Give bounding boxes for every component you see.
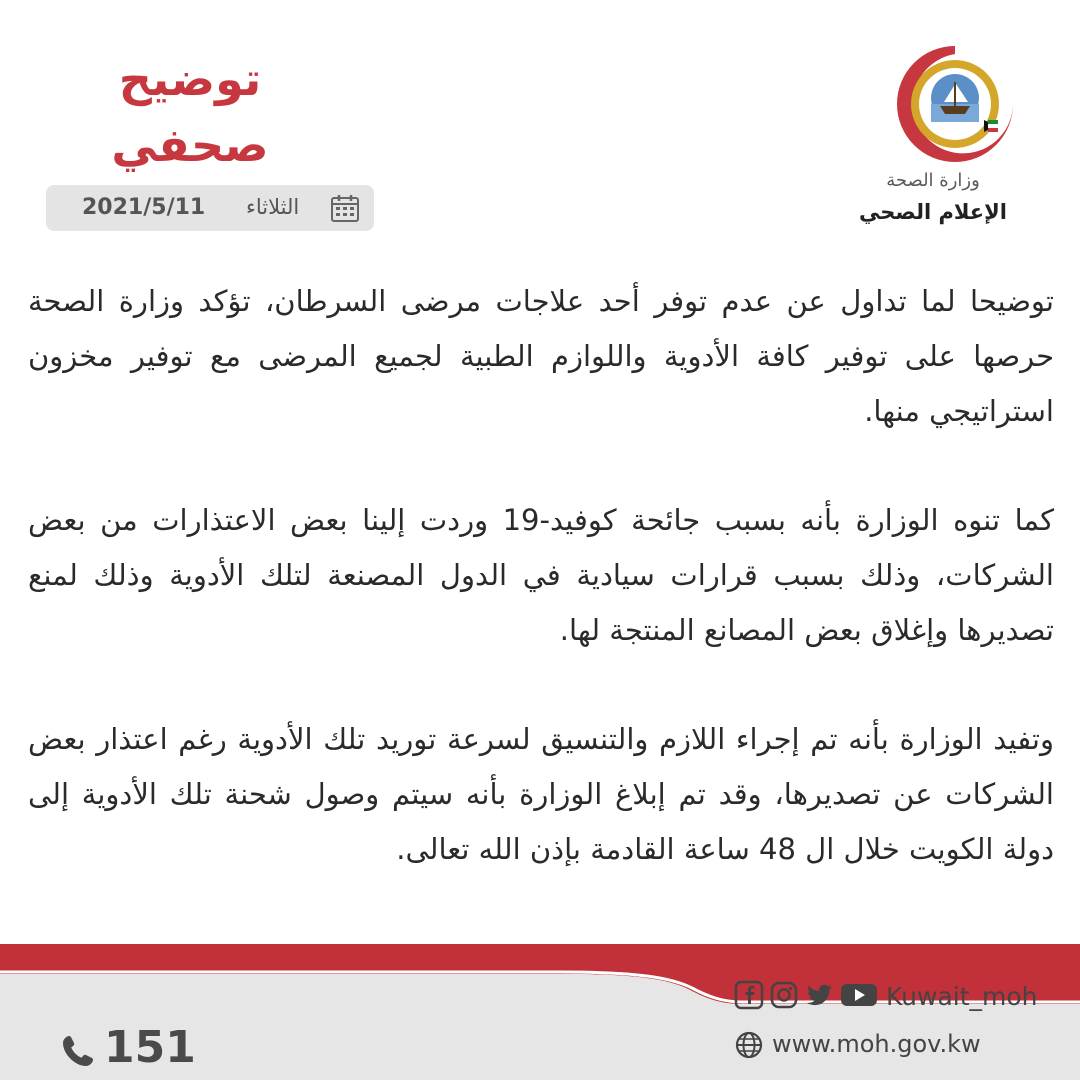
title-line-2: صحفي bbox=[111, 118, 269, 172]
instagram-icon[interactable] bbox=[769, 980, 799, 1014]
website-link[interactable]: www.moh.gov.kw bbox=[772, 1030, 981, 1058]
title-line-1: توضيح bbox=[118, 52, 262, 106]
moh-logo bbox=[880, 38, 1030, 170]
facebook-icon[interactable] bbox=[734, 980, 764, 1014]
youtube-icon[interactable] bbox=[839, 980, 879, 1014]
paragraph-1: توضيحا لما تداول عن عدم توفر أحد علاجات مرضى السرطان، تؤكد وزارة الصحة حرصها على توفير كافة الأدوية واللوازم الطبية لجميع المرضى مع توفير مخزون استراتيجي منها. bbox=[28, 284, 1054, 428]
social-handle[interactable]: Kuwait_moh bbox=[886, 982, 1038, 1011]
social-icons bbox=[734, 980, 879, 1014]
ministry-name: وزارة الصحة bbox=[886, 170, 980, 191]
paragraph-2: كما تنوه الوزارة بأنه بسبب جائحة كوفيد-19 وردت إلينا بعض الاعتذارات من بعض الشركات، وذلك بسبب قرارات سيادية في الدول المصنعة لتلك الأدوية وذلك لمنع تصديرها وإغلاق بعض المصانع المنتجة لها. bbox=[28, 503, 1054, 647]
press-release-body bbox=[28, 274, 1054, 931]
phone-icon bbox=[60, 1033, 96, 1073]
calendar-icon bbox=[330, 193, 360, 227]
date-box bbox=[46, 185, 374, 231]
day-name: الثلاثاء bbox=[246, 195, 300, 219]
date-value: 2021/5/11 bbox=[82, 195, 206, 220]
paragraph-3: وتفيد الوزارة بأنه تم إجراء اللازم والتنسيق لسرعة توريد تلك الأدوية رغم اعتذار بعض الشركات عن تصديرها، وقد تم إبلاغ الوزارة بأنه سيتم وصول شحنة تلك الأدوية إلى دولة الكويت خلال ال 48 ساعة القادمة بإذن الله تعالى. bbox=[28, 722, 1054, 866]
globe-icon bbox=[734, 1030, 764, 1064]
department-name: الإعلام الصحي bbox=[859, 200, 1007, 224]
hotline-number[interactable]: 151 bbox=[104, 1022, 196, 1073]
twitter-icon[interactable] bbox=[804, 980, 834, 1014]
